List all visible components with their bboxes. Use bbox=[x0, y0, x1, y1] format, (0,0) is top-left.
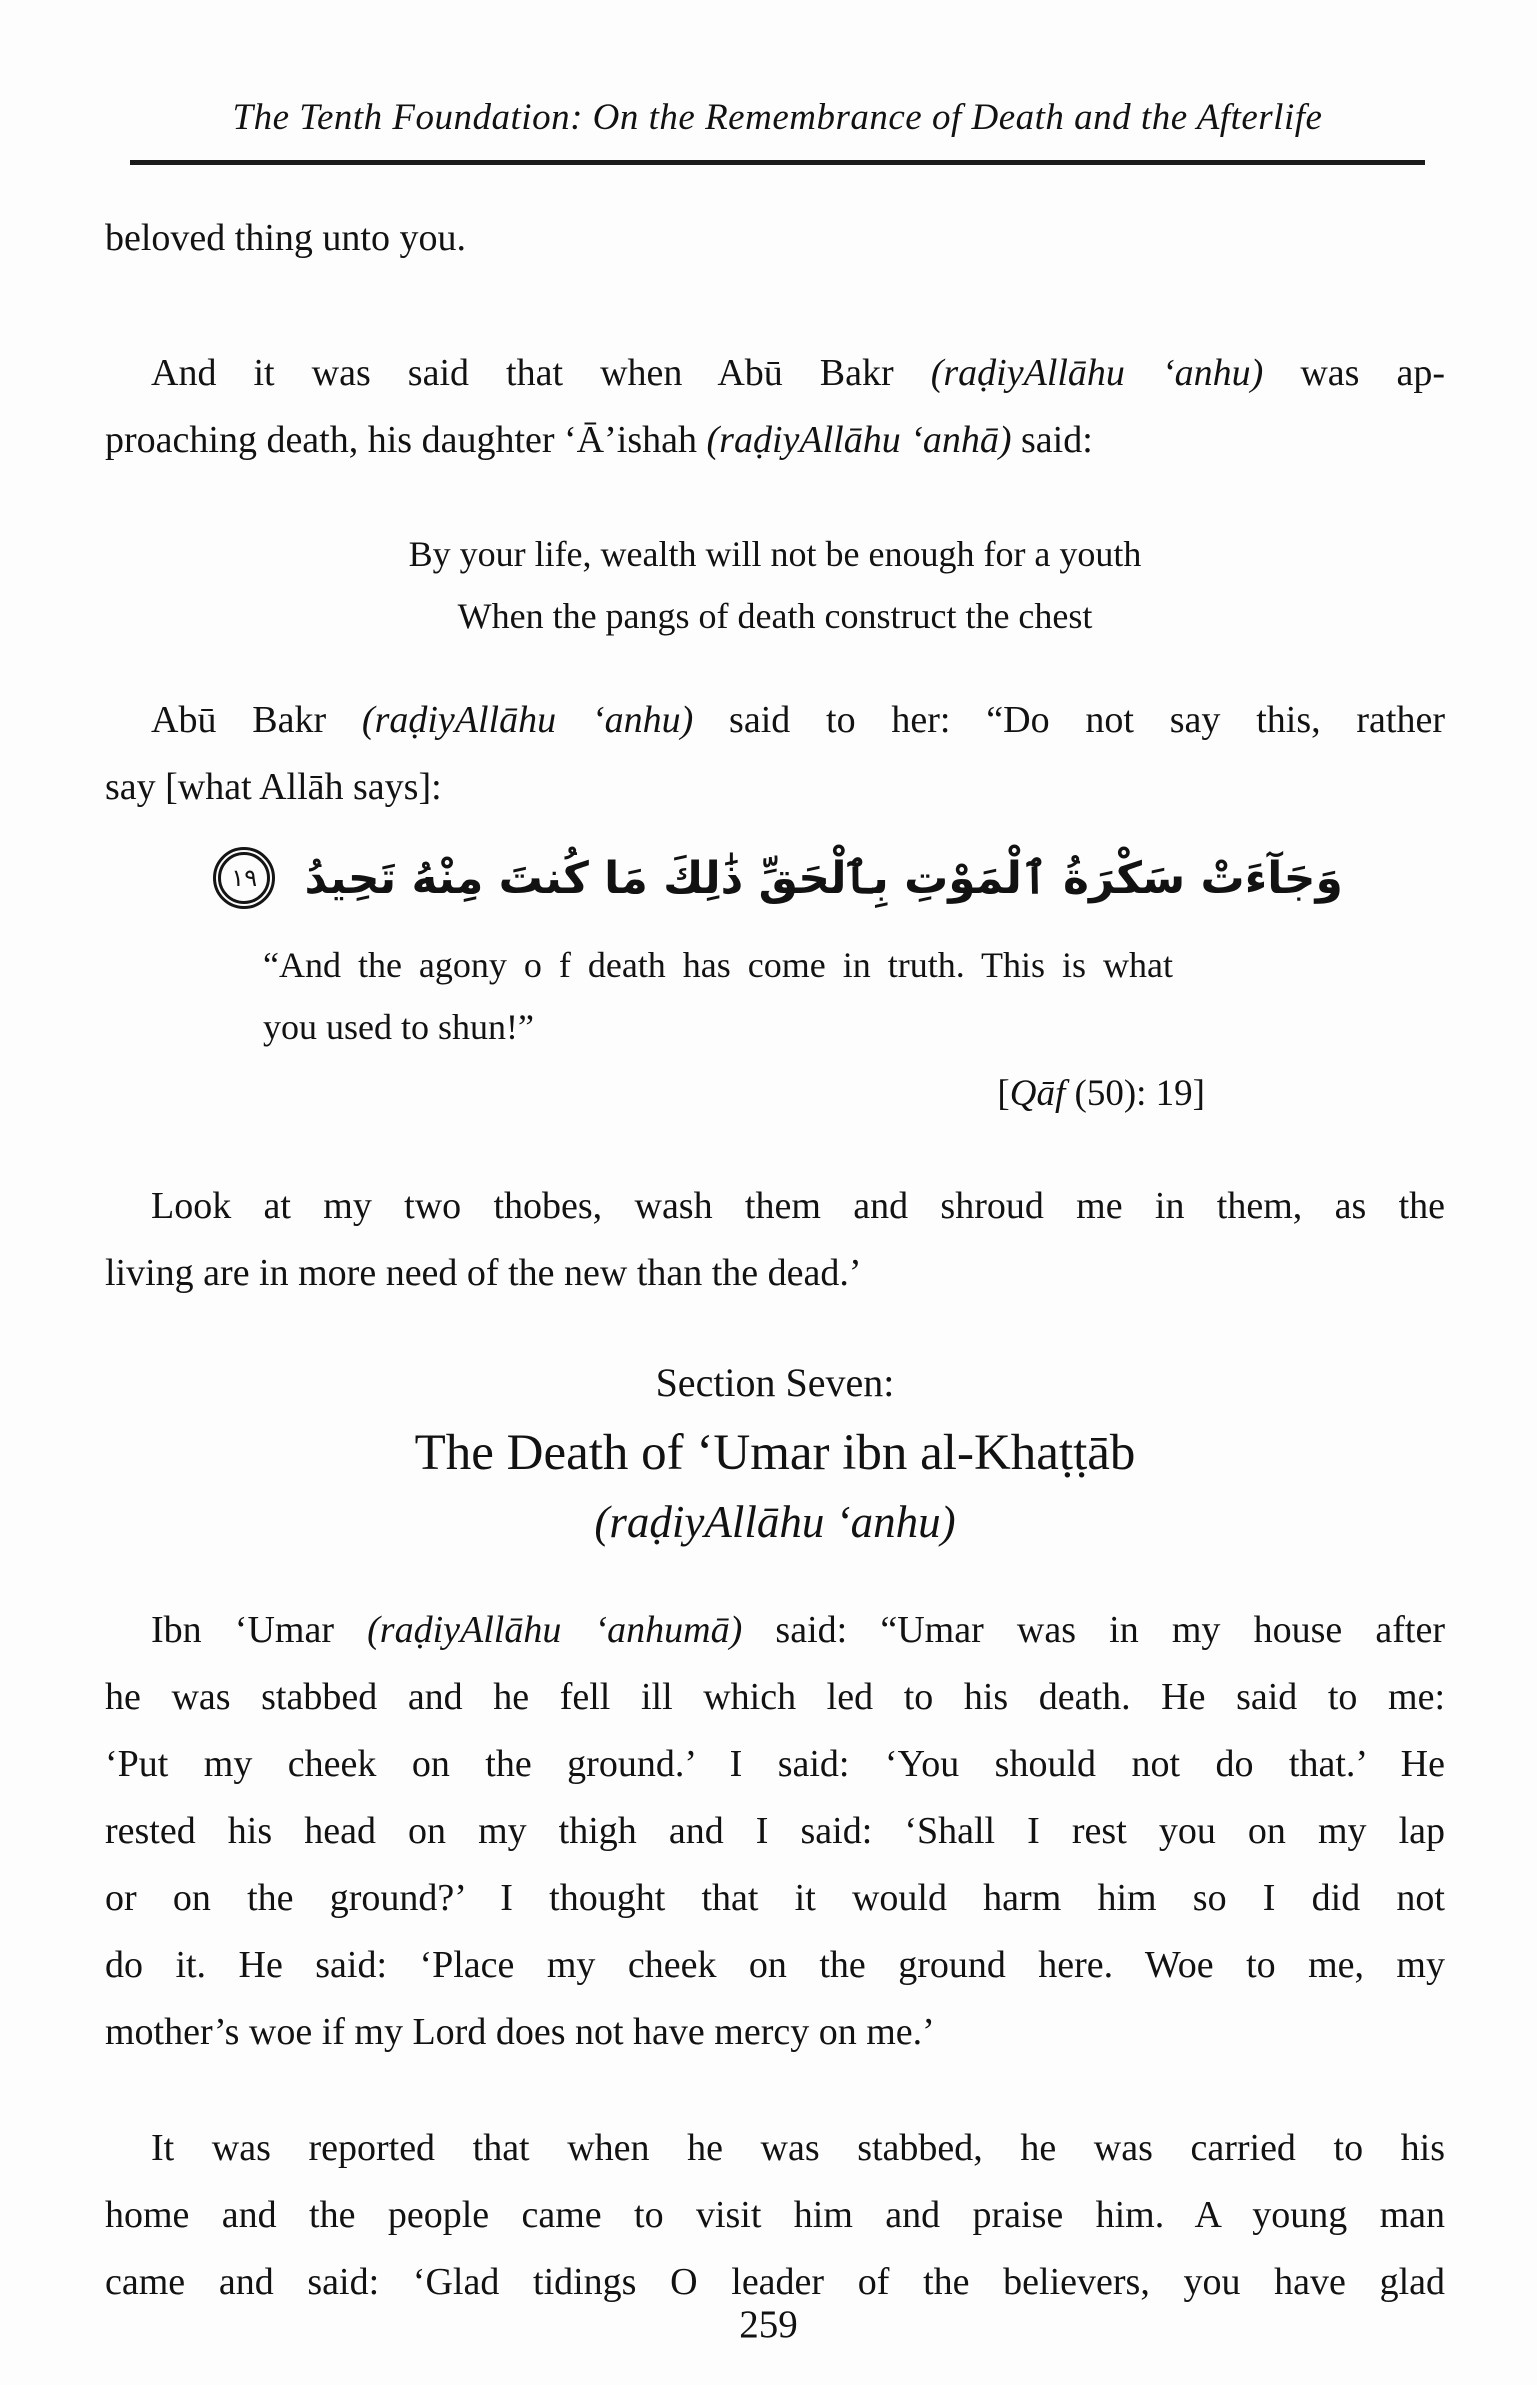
paragraph bbox=[105, 1173, 1445, 1307]
page-body bbox=[105, 205, 1445, 2316]
text-line: home and the people came to visit him and praise him. A young man bbox=[105, 2194, 1445, 2236]
header-rule-divider bbox=[130, 160, 1425, 165]
page-number: 259 bbox=[739, 2303, 798, 2346]
paragraph bbox=[105, 687, 1445, 821]
section-honorific: (raḍiyAllāhu ‘anhu) bbox=[594, 1497, 956, 1547]
verse-line: When the pangs of death construct the chest bbox=[457, 596, 1093, 636]
text-line: or on the ground?’ I thought that it would harm him so I did not bbox=[105, 1877, 1445, 1919]
text-line: And it was said that when Abū Bakr (raḍiyAllāhu ‘anhu) was ap- bbox=[151, 352, 1445, 394]
text-line: Look at my two thobes, wash them and shroud me in them, as the bbox=[151, 1185, 1445, 1227]
text-line: ‘Put my cheek on the ground.’ I said: ‘You should not do that.’ He bbox=[105, 1743, 1445, 1785]
text-line: do it. He said: ‘Place my cheek on the ground here. Woe to me, my bbox=[105, 1944, 1445, 1986]
text-line: Ibn ‘Umar (raḍiyAllāhu ‘anhumā) said: “Umar was in my house after bbox=[151, 1609, 1445, 1651]
ayah-number-marker: ١٩ bbox=[213, 847, 275, 909]
text-line: Abū Bakr (raḍiyAllāhu ‘anhu) said to her: “Do not say this, rather bbox=[151, 699, 1446, 741]
text-line: say [what Allāh says]: bbox=[105, 766, 442, 808]
text-line: proaching death, his daughter ‘Ā’ishah (raḍiyAllāhu ‘anhā) said: bbox=[105, 419, 1093, 461]
running-header: The Tenth Foundation: On the Remembrance of Death and the Afterlife bbox=[232, 97, 1323, 138]
text-line: living are in more need of the new than the dead.’ bbox=[105, 1252, 862, 1294]
section-label: Section Seven: bbox=[655, 1360, 895, 1405]
arabic-text: وَجَآءَتْ سَكْرَةُ ٱلْمَوْتِ بِٱلْحَقِّ ذَٰلِكَ مَا كُنتَ مِنْهُ تَحِيدُ bbox=[304, 853, 1343, 904]
text-line: mother’s woe if my Lord does not have mercy on me.’ bbox=[105, 2011, 935, 2053]
text-line: “And the agony o f death has come in truth. This is what bbox=[263, 945, 1173, 985]
text-line: you used to shun!” bbox=[263, 1007, 534, 1047]
quran-verse-arabic bbox=[105, 831, 1445, 926]
paragraph bbox=[105, 205, 1445, 272]
paragraph bbox=[105, 1597, 1445, 2066]
text-line: came and said: ‘Glad tidings O leader of the believers, you have glad bbox=[105, 2261, 1445, 2303]
paragraph bbox=[105, 340, 1445, 474]
paragraph bbox=[105, 2115, 1445, 2316]
verse-translation bbox=[263, 934, 1173, 1058]
verse-line: By your life, wealth will not be enough for a youth bbox=[408, 534, 1142, 574]
section-heading bbox=[105, 1355, 1445, 1555]
section-title: The Death of ‘Umar ibn al-Khaṭṭāb bbox=[414, 1425, 1136, 1481]
text-line: he was stabbed and he fell ill which led to his death. He said to me: bbox=[105, 1676, 1445, 1718]
text-line: It was reported that when he was stabbed, he was carried to his bbox=[151, 2127, 1445, 2169]
text-line: beloved thing unto you. bbox=[105, 217, 466, 259]
verse-citation: [Qāf (50): 19] bbox=[997, 1073, 1205, 1114]
text-line: rested his head on my thigh and I said: ‘Shall I rest you on my lap bbox=[105, 1810, 1445, 1852]
verse-couplet bbox=[105, 523, 1445, 647]
